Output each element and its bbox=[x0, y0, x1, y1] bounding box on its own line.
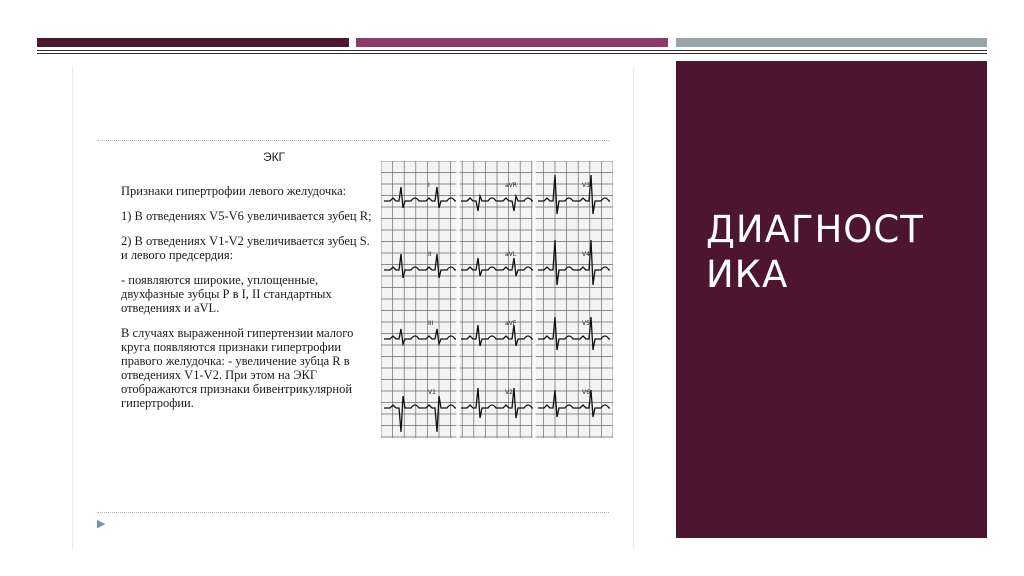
lead-label: V2 bbox=[505, 389, 513, 396]
document-text bbox=[121, 142, 377, 421]
divider-line bbox=[37, 50, 987, 51]
lead-label: II bbox=[428, 251, 432, 258]
paragraph: 2) В отведениях V1-V2 увеличивается зубец S. и левого предсердия: bbox=[121, 234, 370, 262]
accent-stripe-magenta bbox=[356, 38, 668, 47]
lead-label: aVF bbox=[505, 320, 517, 327]
lead-label: V5 bbox=[582, 320, 590, 327]
lead-label: V6 bbox=[582, 389, 590, 396]
ecg-grid bbox=[381, 161, 613, 438]
dotted-separator bbox=[97, 512, 609, 513]
accent-stripe-dark bbox=[37, 38, 349, 47]
dotted-separator bbox=[97, 140, 609, 141]
document-image bbox=[72, 66, 634, 550]
paragraph: Признаки гипертрофии левого желудочка: bbox=[121, 184, 347, 198]
lead-label: V4 bbox=[582, 251, 590, 258]
ecg-tracing bbox=[381, 161, 613, 438]
lead-label: aVL bbox=[505, 251, 517, 258]
lead-label: V1 bbox=[428, 389, 436, 396]
paragraph: - появляются широкие, уплощенные, двухфазные зубцы Р в I, II стандартных отведениях и aVL. bbox=[121, 273, 332, 315]
title-panel bbox=[676, 61, 987, 538]
slide-title: ДИАГНОСТ ИКА bbox=[706, 208, 924, 296]
lead-label: aVR bbox=[505, 182, 517, 189]
lead-label: I bbox=[428, 182, 430, 189]
accent-stripe-gray bbox=[676, 38, 987, 47]
paragraph: 1) В отведениях V5-V6 увеличивается зубец R; bbox=[121, 209, 372, 223]
triangle-right-icon[interactable]: ▶ bbox=[97, 517, 106, 530]
lead-label: III bbox=[428, 320, 434, 327]
document-heading: ЭКГ bbox=[262, 150, 286, 164]
lead-label: V3 bbox=[582, 182, 590, 189]
divider-line bbox=[37, 53, 987, 54]
paragraph: В случаях выраженной гипертензии малого круга появляются признаки гипертрофии правого желудочка: - увеличение зубца R в отведениях V1-V2. При этом на ЭКГ отображаются признаки бивентрикулярной гипертрофии. bbox=[121, 326, 354, 410]
